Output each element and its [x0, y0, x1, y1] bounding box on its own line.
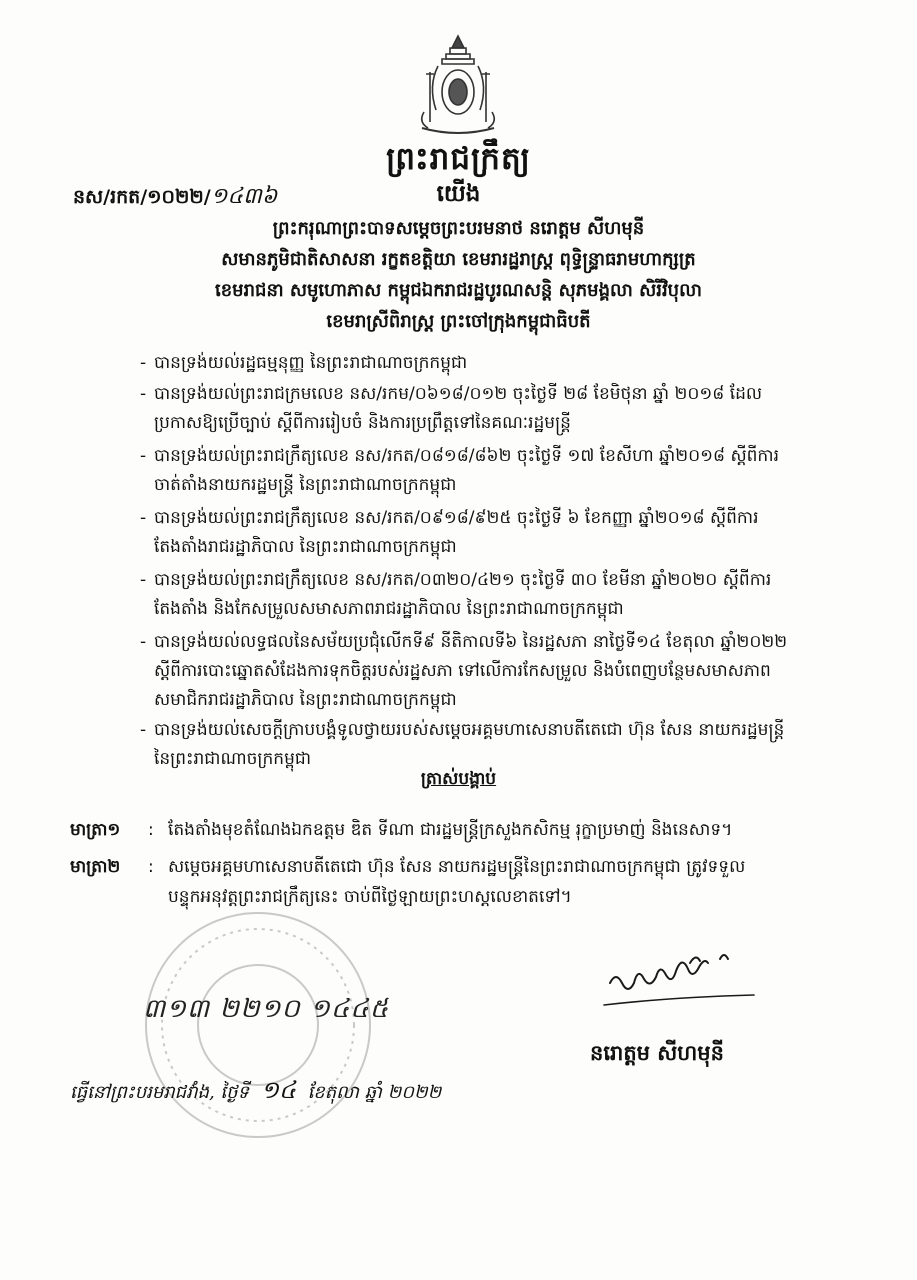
recital-clause	[140, 349, 830, 378]
bullet-dash: -	[140, 508, 147, 528]
signer-name: នរោត្ដម សីហមុនី	[590, 1041, 724, 1065]
recital-text-continued: នៃព្រះរាជាណាចក្រកម្ពុជា	[154, 749, 312, 769]
recital-clause	[140, 628, 830, 715]
recital-text: បានទ្រង់យល់ព្រះរាជក្រឹត្យលេខ នស/រកត/០៣២០/៤២១ ចុះថ្ងៃទី ៣០ ខែមីនា ឆ្នាំ២០២០ ស្ដីពីការ	[154, 570, 772, 590]
recital-text: បានទ្រង់យល់លទ្ធផលនៃសម័យប្រជុំលើកទី៩ នីតិកាលទី៦ នៃរដ្ឋសភា នាថ្ងៃទី១៤ ខែតុលា ឆ្នាំ២០២២	[154, 632, 788, 652]
recital-text: បានទ្រង់យល់ព្រះរាជក្រមលេខ នស/រកម/០៦១៨/០១២ ចុះថ្ងៃទី ២៨ ខែមិថុនា ឆ្នាំ ២០១៨ ដែល	[154, 384, 763, 404]
colon: :	[148, 820, 154, 840]
article-text-continued: បន្ទុកអនុវត្តព្រះរាជក្រឹត្យនេះ ចាប់ពីថ្ងៃឡាយព្រះហស្ដលេខាតទៅ។	[168, 887, 572, 907]
recital-clause	[140, 716, 830, 774]
colon: :	[148, 857, 154, 877]
article-label: មាត្រា១	[70, 820, 121, 840]
recital-clause	[140, 380, 830, 438]
recital-text: បានទ្រង់យល់សេចក្ដីក្រាបបង្គំទូលថ្វាយរបស់សម្ដេចអគ្គមហាសេនាបតីតេជោ ហ៊ុន សែន នាយករដ្ឋមន្ត្រី	[154, 720, 785, 740]
bullet-dash: -	[140, 570, 147, 590]
bullet-dash: -	[140, 384, 147, 404]
recital-text: បានទ្រង់យល់ព្រះរាជក្រឹត្យលេខ នស/រកត/០៩១៨/៩២៥ ចុះថ្ងៃទី ៦ ខែកញ្ញា ឆ្នាំ២០១៨ ស្ដីពីការ	[154, 508, 759, 528]
recital-clause	[140, 566, 830, 624]
recital-text-continued: ស្ដីពីការបោះឆ្នោតសំដែងការទុកចិត្តរបស់រដ្ឋសភា ទៅលើការកែសម្រួល និងបំពេញបន្ថែមសមាសភាព សមាជិករាជរដ្ឋាភិបាល នៃព្រះរាជាណាចក្រកម្ពុជា	[154, 661, 771, 710]
article-label: មាត្រា២	[70, 857, 121, 877]
royal-coat-of-arms-icon	[412, 32, 504, 137]
we-heading: យើង	[436, 181, 481, 207]
article-text: តែងតាំងមុខតំណែងឯកឧត្តម ឌិត ទីណា ជារដ្ឋមន្ត្រីក្រសួងកសិកម្ម រុក្ខាប្រមាញ់ និងនេសាទ។	[168, 820, 733, 840]
recital-text-continued: តែងតាំង និងកែសម្រួលសមាសភាពរាជរដ្ឋាភិបាល នៃព្រះរាជាណាចក្រកម្ពុជា	[154, 599, 624, 619]
article-1	[70, 815, 840, 845]
signature-image	[600, 945, 760, 1015]
date-prefix: ធ្វើនៅព្រះបរមរាជវាំង, ថ្ងៃទី	[70, 1082, 249, 1103]
article-2	[70, 852, 840, 912]
royal-title-line: ខេមរាស្រីពិរាស្ត្រ ព្រះចៅក្រុងកម្ពុជាធិបតី	[326, 311, 591, 332]
seal-number: ៣១៣ ២២១០ ១៤៤៥	[143, 994, 389, 1024]
article-text: សម្ដេចអគ្គមហាសេនាបតីតេជោ ហ៊ុន សែន នាយករដ្ឋមន្ត្រីនៃព្រះរាជាណាចក្រកម្ពុជា ត្រូវទទួល	[168, 857, 746, 877]
recital-text-continued: ចាត់តាំងនាយករដ្ឋមន្ត្រី នៃព្រះរាជាណាចក្រកម្ពុជា	[154, 475, 457, 495]
date-day: ១៤	[260, 1076, 296, 1104]
date-suffix: ខែតុលា ឆ្នាំ ២០២២	[307, 1082, 442, 1103]
recital-text: បានទ្រង់យល់ព្រះរាជក្រឹត្យលេខ នស/រកត/០៨១៨/៨៦២ ចុះថ្ងៃទី ១៧ ខែសីហា ឆ្នាំ២០១៨ ស្ដីពីការ	[154, 446, 780, 466]
reference-printed: នស/រកត/១០២២/	[73, 186, 211, 208]
royal-title-line: ខេមរាជនា សមូហោភាស កម្ពុជឯករាជរដ្ឋបូរណសន្តិ សុភមង្គលា សិរីវិបុលា	[215, 280, 702, 301]
royal-title-line: សមានភូមិជាតិសាសនា រក្ខតខត្តិយា ខេមរារដ្ឋរាស្ត្រ ពុទ្ធិន្ទ្រាធរាមហាក្សត្រ	[221, 249, 696, 270]
date-line	[70, 1075, 441, 1110]
royal-title-line: ព្រះករុណាព្រះបាទសម្ដេចព្រះបរមនាថ នរោត្ដម សីហមុនី	[272, 218, 645, 239]
bullet-dash: -	[140, 446, 147, 466]
decree-heading: ត្រាស់បង្គាប់	[420, 769, 497, 789]
recital-text-continued: តែងតាំងរាជរដ្ឋាភិបាល នៃព្រះរាជាណាចក្រកម្ពុជា	[154, 537, 457, 557]
recital-text-continued: ប្រកាសឱ្យប្រើច្បាប់ ស្ដីពីការរៀបចំ និងការប្រព្រឹត្តទៅនៃគណៈរដ្ឋមន្ត្រី	[154, 413, 571, 433]
bullet-dash: -	[140, 353, 147, 373]
document-title: ព្រះរាជក្រឹត្យ	[386, 141, 531, 177]
reference-handwritten: ១៤៣៦	[210, 184, 278, 209]
recital-clause	[140, 442, 830, 500]
bullet-dash: -	[140, 632, 147, 652]
recital-text: បានទ្រង់យល់រដ្ឋធម្មនុញ្ញ នៃព្រះរាជាណាចក្រកម្ពុជា	[154, 353, 468, 373]
bullet-dash: -	[140, 720, 147, 740]
recital-clause	[140, 504, 830, 562]
